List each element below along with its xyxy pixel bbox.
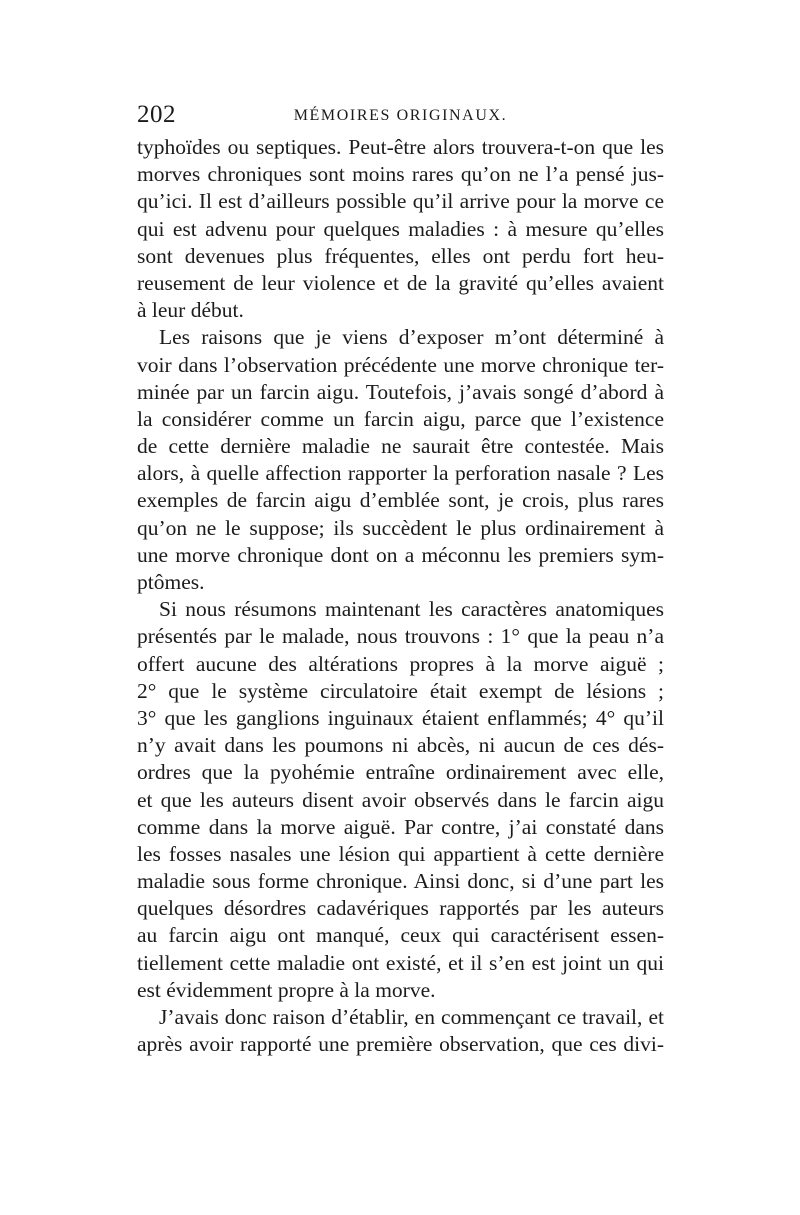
text-line: J’avais donc raison d’établir, en commençant ce travail, et (159, 1005, 664, 1029)
paragraph (137, 1004, 664, 1058)
text-line: comme dans la morve aiguë. Par contre, j’ai constaté dans (137, 814, 664, 839)
text-line: tiellement cette maladie ont existé, et il s’en est joint un qui (137, 950, 664, 975)
text-line: n’y avait dans les poumons ni abcès, ni aucun de ces dés- (137, 733, 664, 758)
text-line: la considérer comme un farcin aigu, parce que l’existence (137, 406, 664, 431)
text-line: Si nous résumons maintenant les caractères anatomiques (159, 597, 664, 622)
text-line: exemples de farcin aigu d’emblée sont, je crois, plus rares (137, 488, 664, 513)
text-line: quelques désordres cadavériques rapportés par les auteurs (137, 896, 664, 921)
paragraph (137, 596, 664, 1004)
text-line: est évidemment propre à la morve. (137, 977, 436, 1002)
text-line: 3° que les ganglions inguinaux étaient enflammés; 4° qu’il (137, 705, 664, 730)
running-title: MÉMOIRES ORIGINAUX. (293, 107, 508, 124)
text-line: alors, à quelle affection rapporter la perforation nasale ? Les (137, 461, 664, 486)
text-line: de cette dernière maladie ne saurait être contestée. Mais (137, 434, 664, 459)
page-number: 202 (137, 101, 176, 128)
text-line: offert aucune des altérations propres à la morve aiguë ; (137, 651, 664, 676)
text-line: qu’ici. Il est d’ailleurs possible qu’il arrive pour la morve ce (137, 189, 664, 214)
paragraph (137, 134, 664, 324)
text-line: minée par un farcin aigu. Toutefois, j’avais songé d’abord à (137, 379, 664, 404)
text-line: au farcin aigu ont manqué, ceux qui caractérisent essen- (137, 923, 664, 948)
text-line: voir dans l’observation précédente une morve chronique ter- (137, 352, 664, 377)
text-line: ordres que la pyohémie entraîne ordinairement avec elle, (137, 760, 664, 785)
text-line: typhoïdes ou septiques. Peut-être alors trouvera-t-on que les (137, 135, 664, 159)
text-line: Les raisons que je viens d’exposer m’ont déterminé à (159, 325, 664, 350)
text-line: ptômes. (137, 570, 205, 594)
body-text (137, 134, 664, 1058)
text-line: reusement de leur violence et de la gravité qu’elles avaient (137, 270, 664, 295)
text-line: les fosses nasales une lésion qui appartient à cette dernière (137, 841, 664, 866)
paragraph (137, 324, 664, 596)
text-line: après avoir rapporté une première observation, que ces divi- (137, 1032, 664, 1057)
text-line: et que les auteurs disent avoir observés dans le farcin aigu (137, 787, 664, 812)
text-line: présentés par le malade, nous trouvons : 1° que la peau n’a (137, 624, 664, 649)
text-line: qu’on ne le suppose; ils succèdent le plus ordinairement à (137, 515, 664, 540)
text-line: une morve chronique dont on a méconnu les premiers sym- (137, 542, 664, 567)
text-line: maladie sous forme chronique. Ainsi donc, si d’une part les (137, 869, 664, 894)
text-line: à leur début. (137, 298, 244, 323)
page-header (137, 100, 664, 130)
text-line: 2° que le système circulatoire était exempt de lésions ; (137, 678, 664, 703)
text-line: sont devenues plus fréquentes, elles ont perdu fort heu- (137, 243, 664, 268)
text-line: morves chroniques sont moins rares qu’on ne l’a pensé jus- (137, 162, 664, 187)
text-line: qui est advenu pour quelques maladies : à mesure qu’elles (137, 216, 664, 241)
